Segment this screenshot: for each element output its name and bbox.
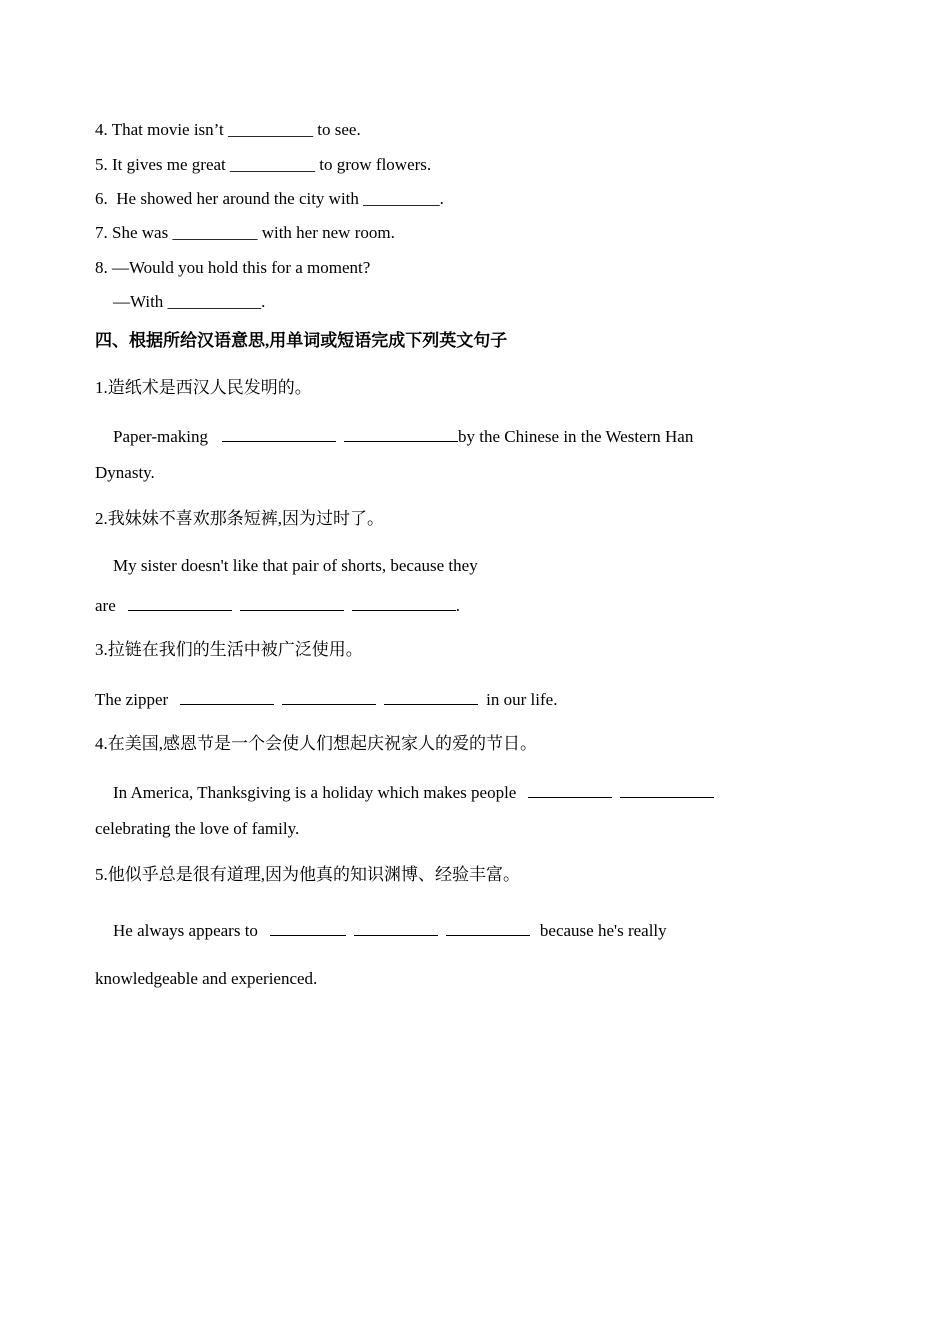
answer-blank[interactable] <box>180 688 274 705</box>
question-4: 4. That movie isn’t __________ to see. <box>95 120 361 139</box>
item-3-english: The zipper in our life. <box>95 690 558 709</box>
answer-blank[interactable] <box>270 919 346 936</box>
answer-blank[interactable] <box>344 425 458 442</box>
answer-blank[interactable]: __________ <box>230 155 316 174</box>
answer-blank[interactable] <box>282 688 376 705</box>
item-5-english-cont: knowledgeable and experienced. <box>95 969 318 988</box>
answer-blank[interactable] <box>384 688 478 705</box>
item-3-chinese: 3.拉链在我们的生活中被广泛使用。 <box>95 640 363 659</box>
answer-blank[interactable]: __________ <box>172 223 258 242</box>
item-4-english-cont: celebrating the love of family. <box>95 819 300 838</box>
item-1-english-cont: Dynasty. <box>95 463 155 482</box>
answer-blank[interactable] <box>620 781 714 798</box>
answer-blank[interactable] <box>446 919 530 936</box>
question-6: 6. He showed her around the city with _________. <box>95 189 444 208</box>
item-2-english-cont: are . <box>95 596 461 615</box>
answer-blank[interactable] <box>222 425 336 442</box>
item-1-chinese: 1.造纸术是西汉人民发明的。 <box>95 378 312 397</box>
item-4-english: In America, Thanksgiving is a holiday which makes people <box>113 781 718 803</box>
item-4-chinese: 4.在美国,感恩节是一个会使人们想起庆祝家人的爱的节日。 <box>95 734 537 753</box>
item-2-english: My sister doesn't like that pair of shorts, because they <box>113 556 478 575</box>
answer-blank[interactable] <box>352 594 456 611</box>
section-4-heading: 四、根据所给汉语意思,用单词或短语完成下列英文句子 <box>95 331 508 350</box>
item-2-chinese: 2.我妹妹不喜欢那条短裤,因为过时了。 <box>95 509 384 528</box>
question-8-line1: 8. —Would you hold this for a moment? <box>95 258 371 277</box>
item-1-english: Paper-making by the Chinese in the Western Han <box>113 427 694 446</box>
question-5: 5. It gives me great __________ to grow flowers. <box>95 155 432 174</box>
answer-blank[interactable] <box>128 594 232 611</box>
answer-blank[interactable] <box>240 594 344 611</box>
answer-blank[interactable] <box>528 781 612 798</box>
question-7: 7. She was __________ with her new room. <box>95 223 395 242</box>
answer-blank[interactable] <box>354 919 438 936</box>
item-5-chinese: 5.他似乎总是很有道理,因为他真的知识渊博、经验丰富。 <box>95 865 520 884</box>
question-8-line2: —With ___________. <box>113 292 266 311</box>
item-5-english: He always appears to because he's really <box>113 921 667 940</box>
answer-blank[interactable]: _________ <box>363 189 440 208</box>
answer-blank[interactable]: __________ <box>228 120 314 139</box>
answer-blank[interactable]: ___________ <box>167 292 262 311</box>
